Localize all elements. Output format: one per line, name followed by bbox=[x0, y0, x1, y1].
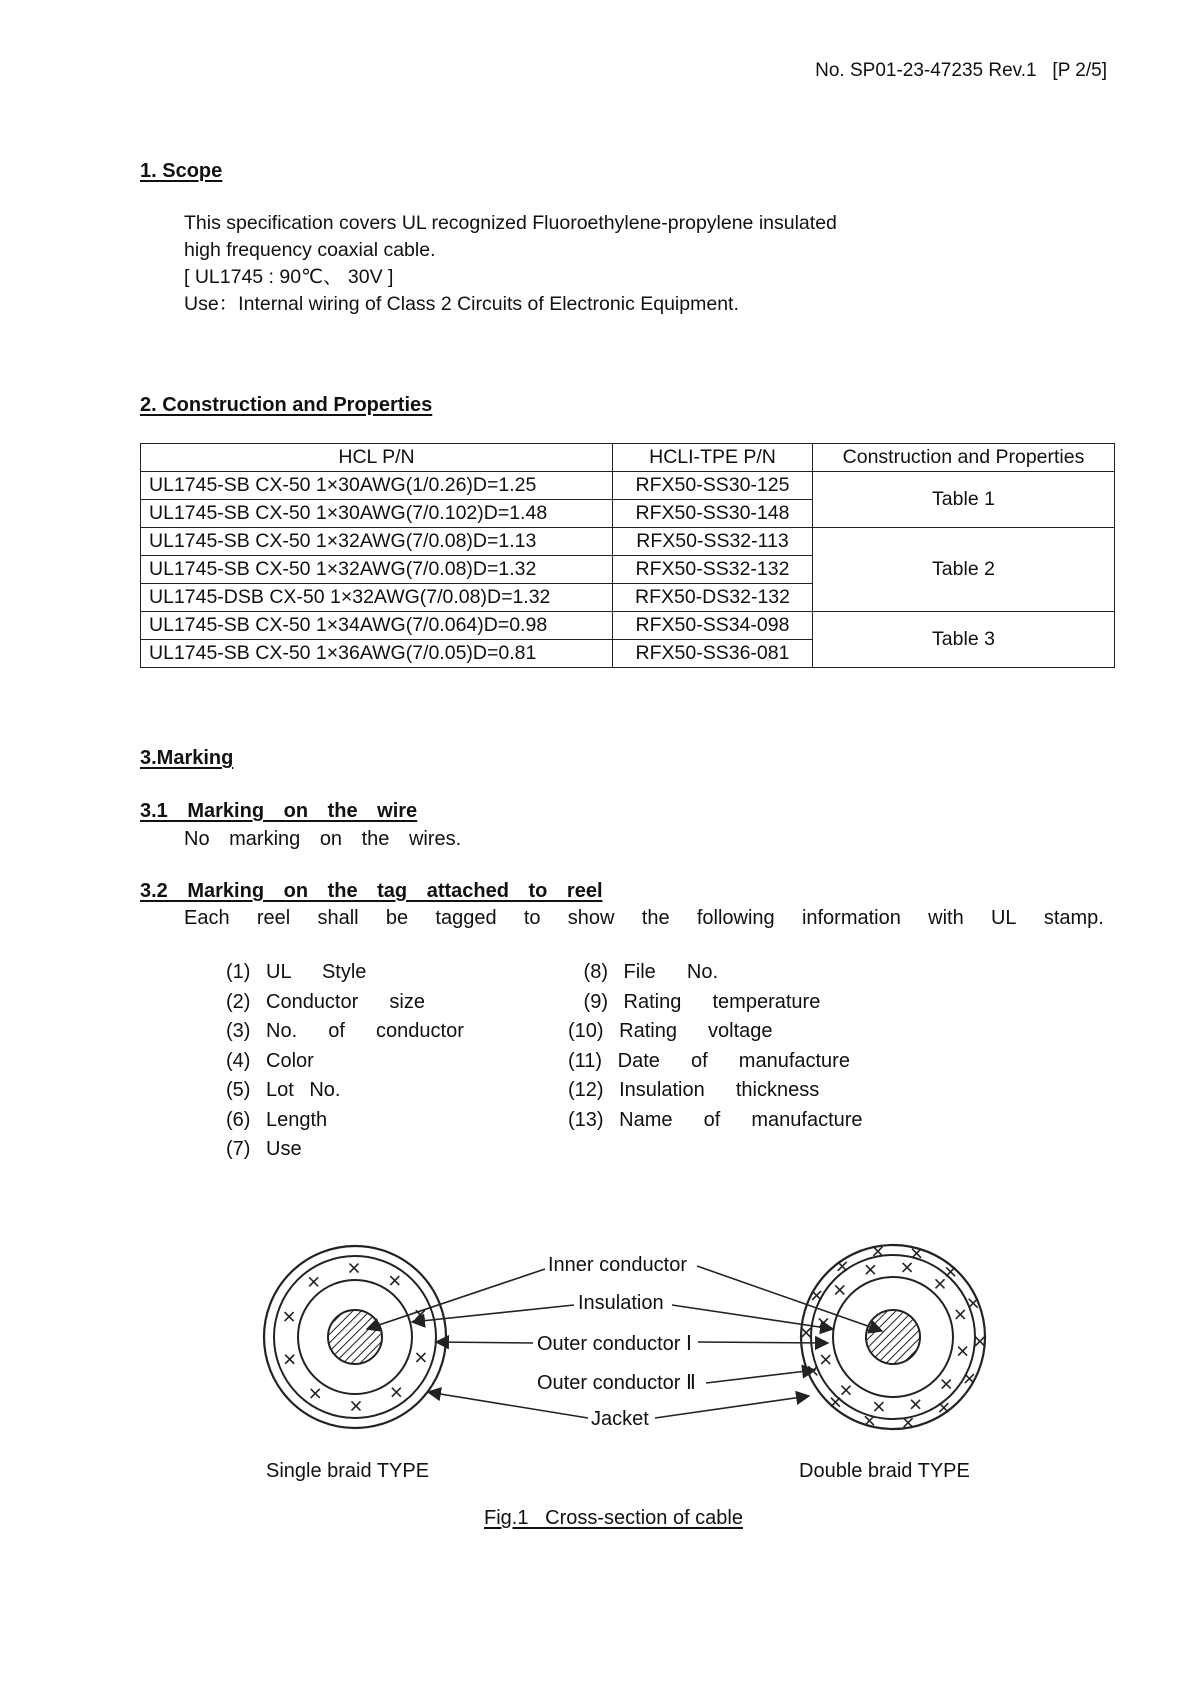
figure-caption: Fig.1 Cross-section of cable bbox=[484, 1507, 743, 1529]
marking-wire-heading: 3.1 Marking on the wire bbox=[140, 800, 418, 822]
text-word: with bbox=[928, 907, 964, 929]
insulation-label: Insulation bbox=[578, 1292, 664, 1314]
single-braid-type-label: Single braid TYPE bbox=[266, 1460, 430, 1482]
marking-heading: 3.Marking bbox=[140, 747, 234, 769]
text-word: show bbox=[567, 907, 615, 929]
tpe-pn-cell: RFX50-SS30-148 bbox=[613, 500, 813, 528]
text-word: tagged bbox=[435, 907, 497, 929]
table-row bbox=[141, 528, 1115, 556]
scope-heading: 1. Scope bbox=[140, 160, 223, 182]
tpe-pn-cell: RFX50-SS30-125 bbox=[613, 472, 813, 500]
list-item: (8) File No. bbox=[568, 961, 719, 983]
list-item: (9) Rating temperature bbox=[568, 990, 821, 1013]
table-row bbox=[141, 472, 1115, 500]
list-item: (13) Name of manufacture bbox=[568, 1108, 863, 1131]
list-item: (4) Color bbox=[226, 1049, 314, 1072]
column-header-hcli-tpe-pn: HCLI-TPE P/N bbox=[613, 444, 813, 472]
scope-line: Use：Internal wiring of Class 2 Circuits of Electronic Equipment. bbox=[184, 293, 739, 315]
list-item: (6) Length bbox=[226, 1108, 328, 1131]
list-item: (5) Lot No. bbox=[226, 1079, 341, 1101]
scope-line: This specification covers UL recognized Fluoroethylene-propylene insulated bbox=[184, 212, 837, 234]
marking-items-left bbox=[226, 958, 464, 1165]
hcl-pn-cell: UL1745-SB CX-50 1×30AWG(1/0.26)D=1.25 bbox=[141, 472, 613, 500]
table-row bbox=[141, 612, 1115, 640]
hcl-pn-cell: UL1745-SB CX-50 1×34AWG(7/0.064)D=0.98 bbox=[141, 612, 613, 640]
inner-conductor-label: Inner conductor bbox=[548, 1254, 687, 1276]
text-word: the bbox=[641, 907, 670, 929]
construction-group-cell: Table 2 bbox=[813, 528, 1115, 612]
list-item: (3) No. of conductor bbox=[226, 1020, 464, 1042]
construction-group-cell: Table 1 bbox=[813, 472, 1115, 528]
hcl-pn-cell: UL1745-SB CX-50 1×32AWG(7/0.08)D=1.13 bbox=[141, 528, 613, 556]
text-word: information bbox=[801, 907, 901, 929]
list-item: (7) Use bbox=[226, 1138, 302, 1160]
document-number: No. SP01-23-47235 Rev.1 [P 2/5] bbox=[815, 60, 1107, 81]
construction-group-cell: Table 3 bbox=[813, 612, 1115, 668]
tpe-pn-cell: RFX50-SS32-113 bbox=[613, 528, 813, 556]
list-item: (12) Insulation thickness bbox=[568, 1079, 820, 1101]
list-item: (10) Rating voltage bbox=[568, 1020, 773, 1042]
list-item: (1) UL Style bbox=[226, 961, 367, 983]
text-word: shall bbox=[317, 907, 359, 929]
jacket-label: Jacket bbox=[591, 1408, 649, 1430]
outer-conductor-2-label: Outer conductor Ⅱ bbox=[537, 1372, 696, 1394]
list-item: (2) Conductor size bbox=[226, 990, 425, 1013]
double-braid-type-label: Double braid TYPE bbox=[799, 1460, 970, 1482]
hcl-pn-cell: UL1745-SB CX-50 1×32AWG(7/0.08)D=1.32 bbox=[141, 556, 613, 584]
outer-conductor-1-label: Outer conductor Ⅰ bbox=[537, 1333, 692, 1355]
single-braid-cable bbox=[264, 1246, 446, 1428]
double-braid-cable bbox=[801, 1245, 985, 1429]
text-word: following bbox=[696, 907, 775, 929]
scope-line: high frequency coaxial cable. bbox=[184, 239, 436, 261]
text-word: stamp. bbox=[1043, 907, 1104, 929]
tpe-pn-cell: RFX50-SS36-081 bbox=[613, 640, 813, 668]
text-word: to bbox=[523, 907, 541, 929]
tpe-pn-cell: RFX50-SS34-098 bbox=[613, 612, 813, 640]
scope-text bbox=[184, 210, 837, 318]
column-header-construction: Construction and Properties bbox=[813, 444, 1115, 472]
hcl-pn-cell: UL1745-DSB CX-50 1×32AWG(7/0.08)D=1.32 bbox=[141, 584, 613, 612]
text-word: UL bbox=[990, 907, 1017, 929]
tpe-pn-cell: RFX50-DS32-132 bbox=[613, 584, 813, 612]
text-word: Each bbox=[184, 907, 230, 929]
marking-wire-text: No marking on the wires. bbox=[184, 828, 462, 850]
list-item: (11) Date of manufacture bbox=[568, 1049, 850, 1072]
scope-line: [ UL1745 : 90℃、 30V ] bbox=[184, 266, 394, 288]
construction-table bbox=[140, 443, 1115, 668]
column-header-hcl-pn: HCL P/N bbox=[141, 444, 613, 472]
hcl-pn-cell: UL1745-SB CX-50 1×36AWG(7/0.05)D=0.81 bbox=[141, 640, 613, 668]
table-header-row bbox=[141, 444, 1115, 472]
text-word: be bbox=[385, 907, 409, 929]
construction-heading: 2. Construction and Properties bbox=[140, 394, 433, 416]
text-word: reel bbox=[256, 907, 291, 929]
tpe-pn-cell: RFX50-SS32-132 bbox=[613, 556, 813, 584]
marking-tag-heading: 3.2 Marking on the tag attached to reel bbox=[140, 880, 603, 902]
marking-items-right bbox=[568, 958, 863, 1135]
marking-tag-text bbox=[184, 907, 1104, 930]
hcl-pn-cell: UL1745-SB CX-50 1×30AWG(7/0.102)D=1.48 bbox=[141, 500, 613, 528]
